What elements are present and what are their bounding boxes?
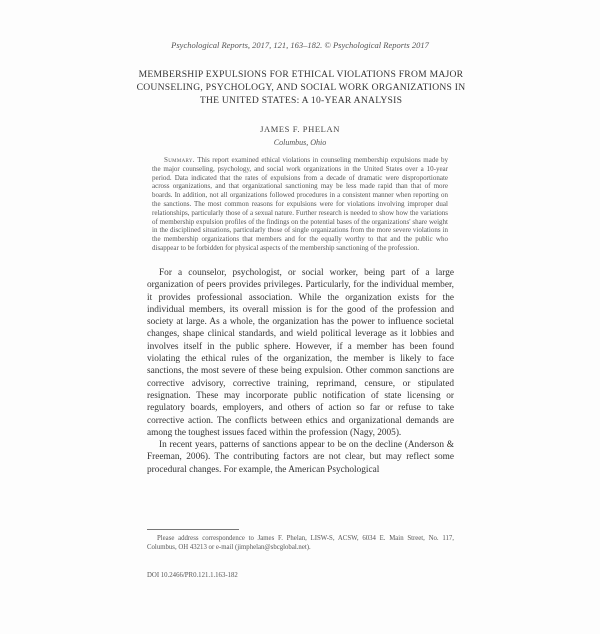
journal-citation: Psychological Reports, 2017, 121, 163–182. © Psychological Reports 2017 — [171, 40, 429, 50]
footnote-rule — [147, 529, 239, 530]
abstract-label: Summary. — [164, 156, 195, 164]
author-affiliation: Columbus, Ohio — [273, 138, 327, 147]
doi-line: DOI 10.2466/PR0.121.1.163-182 — [147, 572, 238, 579]
body-text — [147, 267, 454, 476]
body-paragraph-2: In recent years, patterns of sanctions appear to be on the decline (Anderson & Freeman, 2006). The contributing factors are not clear, but may reflect some procedural changes. For example, the American Psychological — [147, 440, 454, 475]
article-title: MEMBERSHIP EXPULSIONS FOR ETHICAL VIOLATIONS FROM MAJOR COUNSELING, PSYCHOLOGY, AND SOCIAL WORK ORGANIZATIONS IN THE UNITED STATES: A 10-YEAR ANALYSIS — [136, 69, 466, 106]
correspondence-footnote: Please address correspondence to James F. Phelan, LISW-S, ACSW, 6034 E. Main Street, No. 117, Columbus, OH 43213 or e-mail (jimphelan@sbcglobal.net). — [147, 535, 454, 551]
author-name: JAMES F. PHELAN — [260, 124, 340, 134]
abstract — [152, 156, 448, 253]
body-paragraph-1: For a counselor, psychologist, or social worker, being part of a large organization of peers provides privileges. Particularly, for the individual member, it provides professional association. While the organization exists for the individual members, its overall mission is for the good of the profession and society at large. As a whole, the organization has the power to influence societal changes, shape clinical standards, and wield political leverage as it lobbies and involves itself in the public sphere. However, if a member has been found violating the ethical rules of the organization, the member is likely to face sanctions, the most severe of these being expulsion. Other common sanctions are corrective advisory, corrective training, reprimand, censure, or stipulated resignation. These may incorporate public notification of state licensing or regulatory boards, employers, and others of action so far or refuse to take corrective action. The conflicts between ethics and organizational demands are among the toughest issues faced within the profession (Nagy, 2005). — [147, 268, 454, 438]
abstract-text: This report examined ethical violations in counseling membership expulsions made by the major counseling, psychology, and social work organizations in the United States over a 10-year period. Data indicated that the rates of expulsions from a decade of dramatic were disproportionate across organizations, and that organizational sanctioning may be less made rapid than that of more boards. In addition, not all organizations followed procedures in a consistent manner when reporting on the sanctions. The most common reasons for expulsions were for violations involving improper dual relationships, particularly those of a sexual nature. Further research is needed to show how the variations of membership expulsion profiles of the findings on the potential bases of the organizations' share weight in the disciplined situations, particularly those of single organizations from the more severe violations in the membership organizations that members and for the equally worthy to that and the public who disappear to be forbidden for physical aspects of the membership sanctioning of the profession. — [152, 156, 448, 252]
